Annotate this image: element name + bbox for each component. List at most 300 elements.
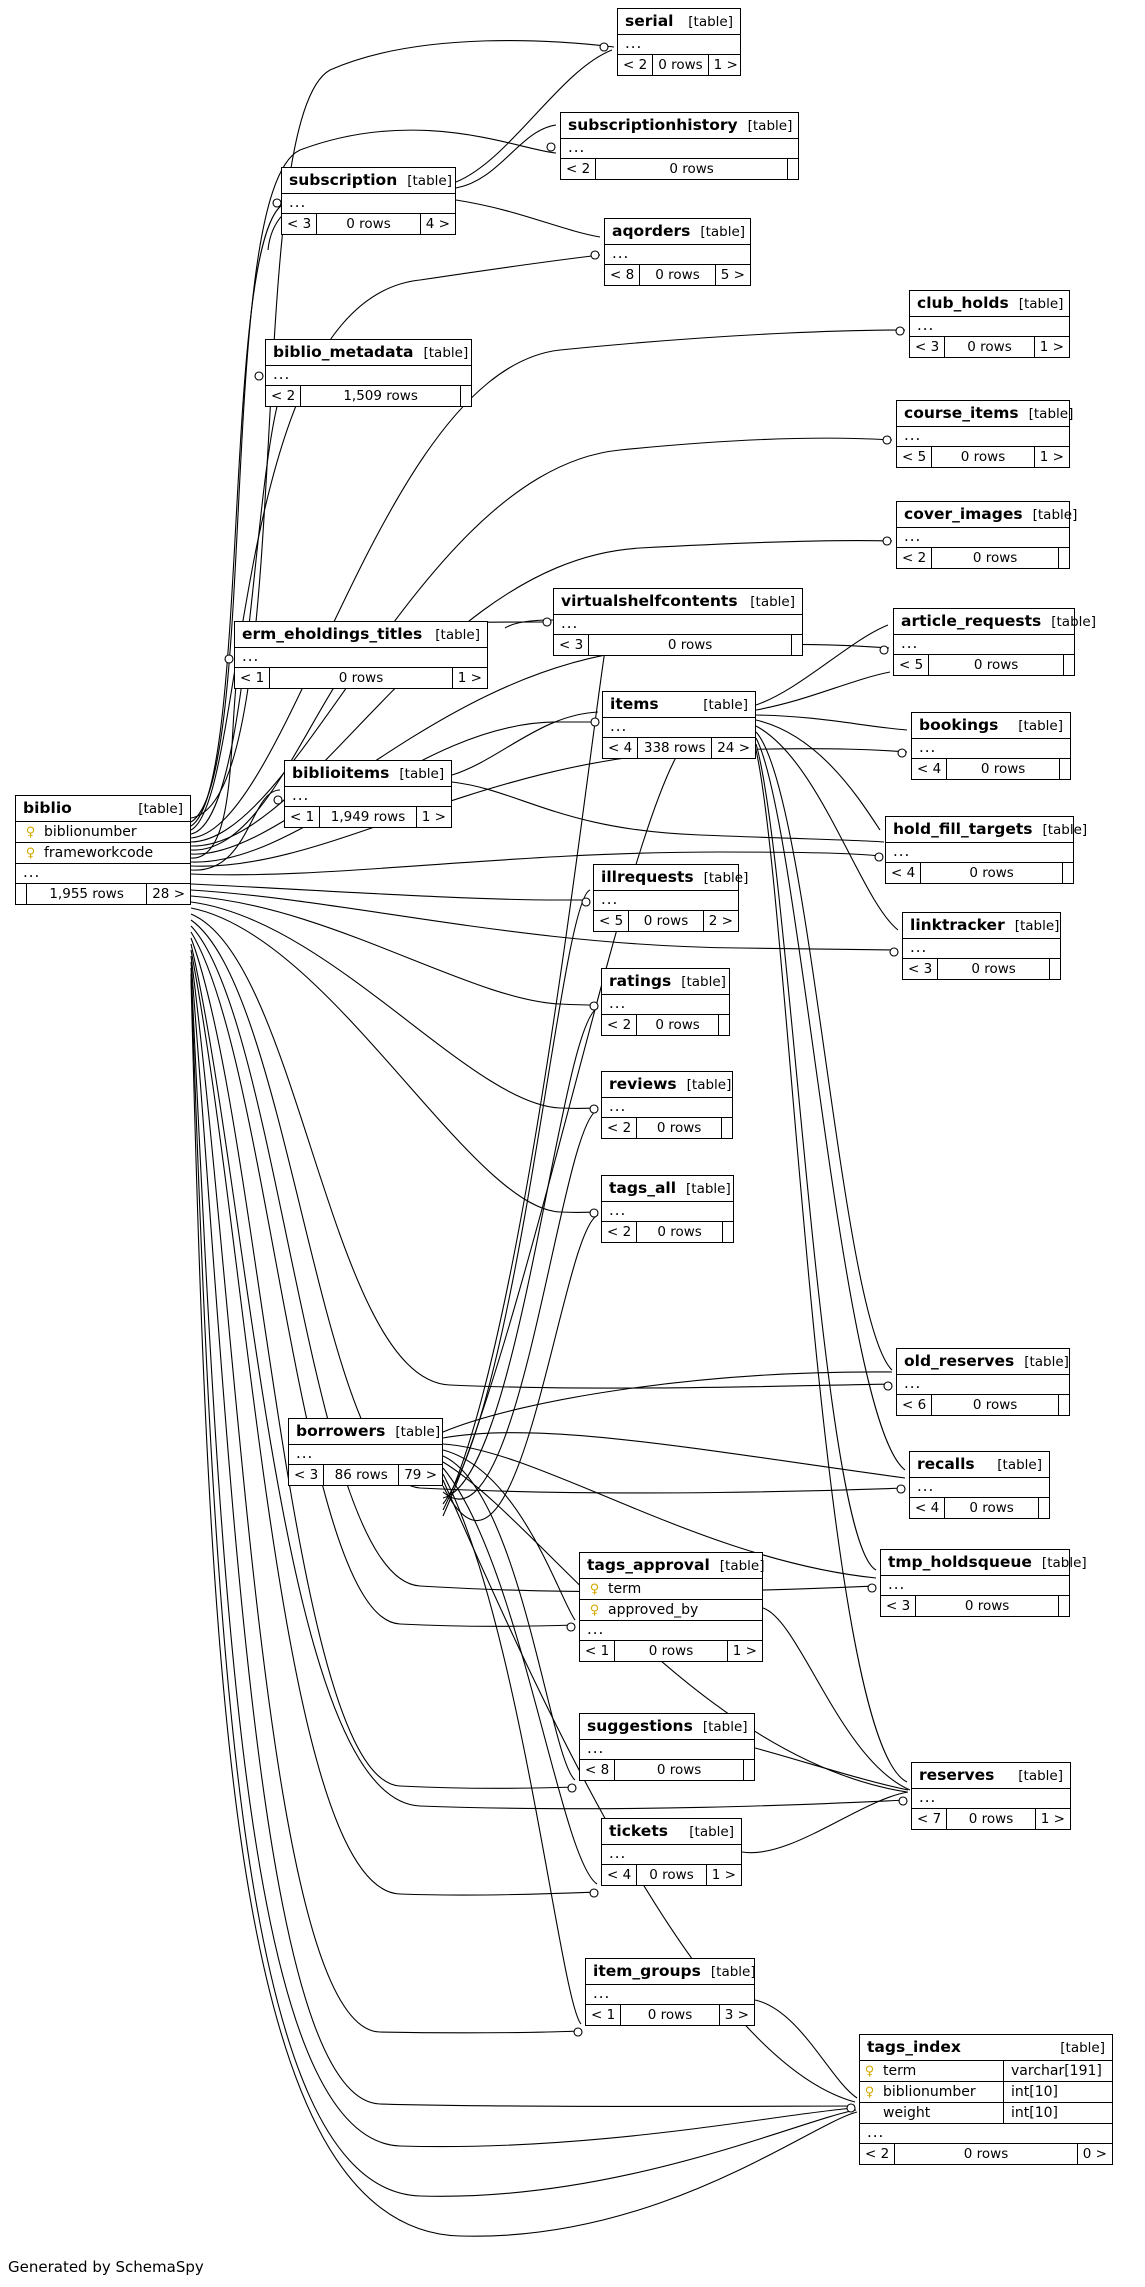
more-columns-ellipsis: ... <box>586 1985 754 2005</box>
table-node-linktracker[interactable] <box>902 912 1061 980</box>
table-name: reserves <box>919 1766 995 1784</box>
table-type-label: [table] <box>423 345 469 361</box>
row-count: 0 rows <box>895 2144 1078 2164</box>
column-name: weight <box>883 2105 931 2121</box>
table-name: aqorders <box>612 222 691 240</box>
table-name: tickets <box>609 1822 668 1840</box>
row-count: 0 rows <box>637 1865 707 1885</box>
row-count: 1,509 rows <box>301 386 461 406</box>
incoming-relations-count: < 4 <box>912 759 947 779</box>
row-count: 0 rows <box>637 1015 719 1035</box>
table-footer <box>561 159 798 179</box>
row-count: 0 rows <box>637 1222 723 1242</box>
table-footer <box>886 863 1073 883</box>
table-node-tags_approval[interactable] <box>579 1552 763 1662</box>
table-footer <box>618 55 740 75</box>
incoming-relations-count: < 3 <box>881 1596 916 1616</box>
table-node-aqorders[interactable] <box>604 218 751 286</box>
table-footer <box>554 635 802 655</box>
row-count: 1,949 rows <box>320 807 417 827</box>
outgoing-relations-count: 3 > <box>724 2007 749 2023</box>
more-columns-ellipsis: ... <box>602 1845 741 1865</box>
table-name: tags_approval <box>587 1556 710 1574</box>
more-columns-ellipsis: ... <box>894 635 1074 655</box>
more-columns-ellipsis: ... <box>235 648 487 668</box>
table-type-label: [table] <box>1018 296 1064 312</box>
row-count: 0 rows <box>947 759 1060 779</box>
table-type-label: [table] <box>700 224 746 240</box>
table-header <box>289 1419 442 1445</box>
incoming-relations-count: < 2 <box>266 386 301 406</box>
incoming-relations-count <box>16 884 27 904</box>
table-node-reserves[interactable] <box>911 1762 1071 1830</box>
table-node-items[interactable] <box>602 691 756 759</box>
table-name: subscription <box>289 171 398 189</box>
outgoing-relations-count <box>1064 655 1074 675</box>
outgoing-relations-count <box>744 1760 754 1780</box>
table-column <box>16 822 190 843</box>
more-columns-ellipsis: ... <box>282 194 455 214</box>
table-node-tags_all[interactable] <box>601 1175 734 1243</box>
incoming-relations-count: < 3 <box>903 959 938 979</box>
table-name: items <box>610 695 659 713</box>
outgoing-relations-count: 1 > <box>1039 449 1064 465</box>
table-header <box>886 817 1088 843</box>
outgoing-relations-count <box>788 159 798 179</box>
table-node-hold_fill_targets[interactable] <box>885 816 1088 884</box>
table-header <box>897 502 1078 528</box>
more-columns-ellipsis: ... <box>881 1576 1069 1596</box>
table-name: virtualshelfcontents <box>561 592 738 610</box>
more-columns-ellipsis: ... <box>594 891 738 911</box>
outgoing-relations-count <box>1059 1596 1069 1616</box>
incoming-relations-count: < 8 <box>605 265 640 285</box>
incoming-relations-count: < 3 <box>554 635 589 655</box>
table-footer <box>881 1596 1069 1616</box>
row-count: 0 rows <box>945 1498 1039 1518</box>
incoming-relations-count: < 2 <box>602 1015 637 1035</box>
table-node-tmp_holdsqueue[interactable] <box>880 1549 1087 1617</box>
more-columns-ellipsis: ... <box>897 528 1069 548</box>
primary-key-icon: ♀ <box>864 2084 875 2100</box>
table-footer <box>602 1865 741 1885</box>
table-type-label: [table] <box>688 14 733 30</box>
table-type-label: [table] <box>1060 2040 1105 2056</box>
table-type-label: [table] <box>1028 406 1074 422</box>
table-type-label: [table] <box>1014 918 1060 934</box>
incoming-relations-count: < 1 <box>235 668 270 688</box>
table-type-label: [table] <box>1051 614 1096 630</box>
table-name: cover_images <box>904 505 1023 523</box>
table-node-article_requests[interactable] <box>893 608 1096 676</box>
primary-key-icon: ♀ <box>589 1602 600 1618</box>
table-name: tags_all <box>609 1179 677 1197</box>
diagram-caption: Generated by SchemaSpy <box>8 2258 204 2276</box>
table-name: serial <box>625 12 674 30</box>
table-type-label: [table] <box>407 173 452 189</box>
table-node-serial[interactable] <box>617 8 741 76</box>
column-name: biblionumber <box>883 2084 976 2100</box>
more-columns-ellipsis: ... <box>603 718 755 738</box>
table-header <box>605 219 750 245</box>
table-header <box>603 692 755 718</box>
table-name: linktracker <box>910 916 1005 934</box>
row-count: 0 rows <box>615 1641 728 1661</box>
row-count: 0 rows <box>947 1809 1036 1829</box>
table-name: hold_fill_targets <box>893 820 1033 838</box>
row-count: 0 rows <box>596 159 788 179</box>
table-type-label: [table] <box>703 697 748 713</box>
row-count: 0 rows <box>653 55 708 75</box>
column-name: frameworkcode <box>44 845 154 861</box>
table-name: item_groups <box>593 1962 701 1980</box>
more-columns-ellipsis: ... <box>897 1375 1069 1395</box>
table-header <box>602 969 729 995</box>
row-count: 0 rows <box>621 2005 720 2025</box>
table-name: biblioitems <box>292 764 390 782</box>
table-header <box>881 1550 1087 1576</box>
table-column <box>860 2082 1112 2103</box>
table-node-course_items[interactable] <box>896 400 1074 468</box>
table-node-bookings[interactable] <box>911 712 1071 780</box>
table-type-label: [table] <box>1041 1555 1087 1571</box>
table-footer <box>16 884 190 904</box>
more-columns-ellipsis: ... <box>285 787 451 807</box>
table-name: course_items <box>904 404 1019 422</box>
outgoing-relations-count <box>1059 548 1069 568</box>
column-type: varchar[191] <box>1011 2063 1102 2079</box>
table-type-label: [table] <box>686 1077 732 1093</box>
table-header <box>894 609 1096 635</box>
table-type-label: [table] <box>395 1424 441 1440</box>
table-type-label: [table] <box>681 974 726 990</box>
table-name: article_requests <box>901 612 1042 630</box>
table-footer <box>897 548 1069 568</box>
outgoing-relations-count: 0 > <box>1082 2146 1107 2162</box>
table-name: subscriptionhistory <box>568 116 738 134</box>
table-footer <box>580 1760 754 1780</box>
table-name: reviews <box>609 1075 677 1093</box>
column-name: term <box>883 2063 917 2079</box>
outgoing-relations-count <box>723 1222 733 1242</box>
table-name: tags_index <box>867 2038 961 2056</box>
table-node-tags_index[interactable] <box>859 2034 1113 2165</box>
table-type-label: [table] <box>399 766 445 782</box>
table-type-label: [table] <box>435 627 480 643</box>
outgoing-relations-count: 1 > <box>732 1643 757 1659</box>
table-name: club_holds <box>917 294 1009 312</box>
row-count: 338 rows <box>638 738 712 758</box>
table-footer <box>897 1395 1069 1415</box>
row-count: 0 rows <box>921 863 1063 883</box>
more-columns-ellipsis: ... <box>602 1202 733 1222</box>
row-count: 0 rows <box>938 959 1050 979</box>
table-name: recalls <box>917 1455 975 1473</box>
incoming-relations-count: < 1 <box>580 1641 615 1661</box>
outgoing-relations-count <box>719 1015 729 1035</box>
more-columns-ellipsis: ... <box>912 1789 1070 1809</box>
outgoing-relations-count <box>1063 863 1073 883</box>
table-header <box>912 1763 1070 1789</box>
table-footer <box>894 655 1074 675</box>
table-column <box>860 2061 1112 2082</box>
table-column <box>580 1600 762 1621</box>
table-header <box>897 401 1074 427</box>
more-columns-ellipsis: ... <box>580 1740 754 1760</box>
more-columns-ellipsis: ... <box>602 1098 732 1118</box>
table-header <box>282 168 455 194</box>
incoming-relations-count: < 2 <box>561 159 596 179</box>
table-header <box>910 291 1069 317</box>
primary-key-icon: ♀ <box>589 1581 600 1597</box>
table-footer <box>910 1498 1049 1518</box>
column-name: biblionumber <box>44 824 137 840</box>
table-type-label: [table] <box>750 594 795 610</box>
table-footer <box>860 2144 1112 2164</box>
table-node-club_holds[interactable] <box>909 290 1070 358</box>
incoming-relations-count: < 5 <box>894 655 929 675</box>
row-count: 0 rows <box>317 214 421 234</box>
table-header <box>561 113 798 139</box>
row-count: 0 rows <box>270 668 453 688</box>
more-columns-ellipsis: ... <box>910 317 1069 337</box>
table-footer <box>285 807 451 827</box>
row-count: 0 rows <box>640 265 716 285</box>
table-type-label: [table] <box>1042 822 1088 838</box>
table-footer <box>903 959 1060 979</box>
table-type-label: [table] <box>686 1181 731 1197</box>
more-columns-ellipsis: ... <box>289 1445 442 1465</box>
table-footer <box>282 214 455 234</box>
table-header <box>266 340 471 366</box>
table-header <box>860 2035 1112 2061</box>
table-node-suggestions[interactable] <box>579 1713 755 1781</box>
row-count: 0 rows <box>589 635 792 655</box>
table-header <box>602 1819 741 1845</box>
column-type: int[10] <box>1011 2105 1058 2121</box>
incoming-relations-count: < 1 <box>285 807 320 827</box>
outgoing-relations-count: 1 > <box>421 809 446 825</box>
table-node-biblio[interactable] <box>15 795 191 905</box>
table-footer <box>586 2005 754 2025</box>
row-count: 0 rows <box>929 655 1064 675</box>
table-header <box>594 865 749 891</box>
table-header <box>602 1072 732 1098</box>
row-count: 0 rows <box>615 1760 744 1780</box>
table-node-biblioitems[interactable] <box>284 760 452 828</box>
table-name: borrowers <box>296 1422 386 1440</box>
incoming-relations-count: < 2 <box>860 2144 895 2164</box>
table-name: biblio_metadata <box>273 343 414 361</box>
table-node-old_reserves[interactable] <box>896 1348 1070 1416</box>
more-columns-ellipsis: ... <box>605 245 750 265</box>
primary-key-icon: ♀ <box>864 2063 875 2079</box>
more-columns-ellipsis: ... <box>266 366 471 386</box>
table-footer <box>603 738 755 758</box>
incoming-relations-count: < 3 <box>289 1465 324 1485</box>
more-columns-ellipsis: ... <box>903 939 1060 959</box>
table-footer <box>912 759 1070 779</box>
table-footer <box>605 265 750 285</box>
outgoing-relations-count <box>1060 759 1070 779</box>
table-footer <box>912 1809 1070 1829</box>
table-header <box>602 1176 733 1202</box>
table-header <box>16 796 190 822</box>
outgoing-relations-count <box>1050 959 1060 979</box>
primary-key-icon: ♀ <box>25 824 36 840</box>
outgoing-relations-count <box>722 1118 732 1138</box>
more-columns-ellipsis: ... <box>860 2124 1112 2144</box>
row-count: 1,955 rows <box>27 884 147 904</box>
table-name: ratings <box>609 972 672 990</box>
table-type-label: [table] <box>747 118 793 134</box>
table-node-erm_eholdings_titles[interactable] <box>234 621 488 689</box>
incoming-relations-count: < 6 <box>897 1395 932 1415</box>
table-type-label: [table] <box>703 870 749 886</box>
table-node-cover_images[interactable] <box>896 501 1078 569</box>
column-name: approved_by <box>608 1602 699 1618</box>
table-header <box>618 9 740 35</box>
more-columns-ellipsis: ... <box>554 615 802 635</box>
table-header <box>897 1349 1069 1375</box>
row-count: 0 rows <box>945 337 1035 357</box>
table-name: old_reserves <box>904 1352 1015 1370</box>
table-type-label: [table] <box>1018 1768 1063 1784</box>
column-name: term <box>608 1581 642 1597</box>
outgoing-relations-count <box>1039 1498 1049 1518</box>
table-type-label: [table] <box>689 1824 734 1840</box>
incoming-relations-count: < 4 <box>602 1865 637 1885</box>
row-count: 0 rows <box>637 1118 722 1138</box>
table-footer <box>602 1118 732 1138</box>
row-count: 0 rows <box>932 548 1059 568</box>
outgoing-relations-count <box>1059 1395 1069 1415</box>
table-column <box>16 843 190 864</box>
outgoing-relations-count: 1 > <box>711 1867 736 1883</box>
table-name: bookings <box>919 716 999 734</box>
incoming-relations-count: < 3 <box>910 337 945 357</box>
row-count: 0 rows <box>629 911 704 931</box>
table-node-recalls[interactable] <box>909 1451 1050 1519</box>
table-header <box>912 713 1070 739</box>
incoming-relations-count: < 2 <box>602 1222 637 1242</box>
table-name: biblio <box>23 799 72 817</box>
row-count: 0 rows <box>932 1395 1059 1415</box>
incoming-relations-count: < 2 <box>897 548 932 568</box>
table-type-label: [table] <box>1018 718 1063 734</box>
table-name: erm_eholdings_titles <box>242 625 423 643</box>
outgoing-relations-count: 2 > <box>708 913 733 929</box>
table-type-label: [table] <box>1032 507 1078 523</box>
table-node-subscriptionhistory[interactable] <box>560 112 799 180</box>
table-header <box>580 1553 765 1579</box>
primary-key-icon: ♀ <box>25 845 36 861</box>
table-node-illrequests[interactable] <box>593 864 749 932</box>
more-columns-ellipsis: ... <box>16 864 190 884</box>
table-header <box>285 761 451 787</box>
table-node-reviews[interactable] <box>601 1071 733 1139</box>
table-footer <box>266 386 471 406</box>
more-columns-ellipsis: ... <box>912 739 1070 759</box>
outgoing-relations-count <box>461 386 471 406</box>
outgoing-relations-count <box>792 635 802 655</box>
incoming-relations-count: < 4 <box>910 1498 945 1518</box>
table-footer <box>897 447 1069 467</box>
outgoing-relations-count: 28 > <box>152 886 185 902</box>
outgoing-relations-count: 1 > <box>713 57 738 73</box>
table-footer <box>580 1641 762 1661</box>
incoming-relations-count: < 7 <box>912 1809 947 1829</box>
row-count: 86 rows <box>324 1465 399 1485</box>
table-header <box>903 913 1060 939</box>
table-footer <box>289 1465 442 1485</box>
more-columns-ellipsis: ... <box>886 843 1073 863</box>
table-footer <box>910 337 1069 357</box>
outgoing-relations-count: 79 > <box>404 1467 437 1483</box>
table-type-label: [table] <box>138 801 183 817</box>
column-type: int[10] <box>1011 2084 1058 2100</box>
table-column <box>580 1579 762 1600</box>
table-type-label: [table] <box>1024 1354 1069 1370</box>
table-node-virtualshelfcontents[interactable] <box>553 588 803 656</box>
incoming-relations-count: < 8 <box>580 1760 615 1780</box>
table-footer <box>602 1222 733 1242</box>
table-name: illrequests <box>601 868 694 886</box>
more-columns-ellipsis: ... <box>580 1621 762 1641</box>
table-column <box>860 2103 1112 2124</box>
incoming-relations-count: < 5 <box>897 447 932 467</box>
outgoing-relations-count: 4 > <box>425 216 450 232</box>
table-type-label: [table] <box>702 1719 748 1735</box>
incoming-relations-count: < 4 <box>603 738 638 758</box>
row-count: 0 rows <box>916 1596 1059 1616</box>
outgoing-relations-count: 5 > <box>720 267 745 283</box>
table-footer <box>602 1015 729 1035</box>
table-node-borrowers[interactable] <box>288 1418 443 1486</box>
more-columns-ellipsis: ... <box>602 995 729 1015</box>
row-count: 0 rows <box>932 447 1035 467</box>
table-header <box>554 589 802 615</box>
more-columns-ellipsis: ... <box>618 35 740 55</box>
outgoing-relations-count: 1 > <box>1040 1811 1065 1827</box>
incoming-relations-count: < 2 <box>602 1118 637 1138</box>
more-columns-ellipsis: ... <box>897 427 1069 447</box>
table-footer <box>235 668 487 688</box>
table-node-ratings[interactable] <box>601 968 730 1036</box>
table-node-item_groups[interactable] <box>585 1958 755 2026</box>
table-type-label: [table] <box>997 1457 1042 1473</box>
table-type-label: [table] <box>719 1558 765 1574</box>
more-columns-ellipsis: ... <box>910 1478 1049 1498</box>
incoming-relations-count: < 4 <box>886 863 921 883</box>
outgoing-relations-count: 1 > <box>1039 339 1064 355</box>
table-footer <box>594 911 738 931</box>
table-node-biblio_metadata[interactable] <box>265 339 472 407</box>
incoming-relations-count: < 2 <box>618 55 653 75</box>
table-name: tmp_holdsqueue <box>888 1553 1032 1571</box>
incoming-relations-count: < 5 <box>594 911 629 931</box>
incoming-relations-count: < 1 <box>586 2005 621 2025</box>
table-header <box>586 1959 754 1985</box>
outgoing-relations-count: 1 > <box>457 670 482 686</box>
outgoing-relations-count: 24 > <box>717 740 750 756</box>
incoming-relations-count: < 3 <box>282 214 317 234</box>
table-node-subscription[interactable] <box>281 167 456 235</box>
more-columns-ellipsis: ... <box>561 139 798 159</box>
table-node-tickets[interactable] <box>601 1818 742 1886</box>
table-name: suggestions <box>587 1717 693 1735</box>
table-header <box>910 1452 1049 1478</box>
